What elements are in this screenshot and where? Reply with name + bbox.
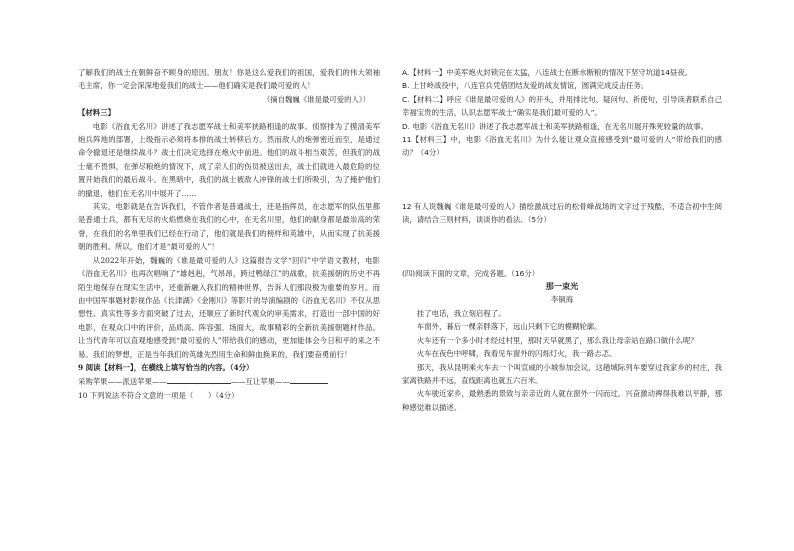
answer-space-11[interactable] — [402, 160, 722, 200]
material-3-paragraph-1: 电影《浴血无名川》讲述了我志愿军战士和美军狭路相逢的故事。侦察排为了摸清美军炮兵阵地的部署，上级指示必须将本排的战士转移后方。然而敌人的炮弹密近而至，是通过命令撤退还是继续战斗？战士们决定选择在炮火中前进。他们的战斗相当艰苦，但我们的战士毫不畏惧，在弹尽粮绝的情况下，成了亲人们的伤员被送出去，战士们就进入最危险的位置开始我们的最后战斗。在黑暗中，我们的战士被敌人冲锋的战士们所吸引，为了掩护他们的撤退，他们在无名川中展开了…… — [78, 121, 380, 198]
question-12: 12 有人说魏巍《谁是最可爱的人》描绘激战过后的松骨峰战场的文字过于残酷，不适合初中生阅读，请结合三则材料，谈谈你的看法。（5分） — [402, 201, 722, 225]
article-paragraph-4: 火车在夜色中呼啸，我看见车窗外的闪烁灯火，我一路忐忑。 — [416, 349, 617, 359]
answer-blank-1[interactable] — [167, 374, 231, 384]
option-a: A.【材料一】中美军炮火封锁完在太猛，八连战士在断水断粮的情况下坚守坑道14昼夜。 — [402, 68, 693, 77]
right-column — [402, 66, 722, 414]
question-11: 11【材料三】中，电影《浴血无名川》为什么能让观众直接感受到“最可爱的人”带给我们的感动？（4分） — [402, 135, 722, 158]
question-10: 10 下列说法不符合文意的一项是（ ）（4分） — [78, 390, 239, 400]
answer-space-12[interactable] — [402, 227, 722, 267]
material-3-heading: 【材料三】 — [78, 108, 115, 118]
article-author: 李铜海 — [550, 295, 574, 305]
material-3-paragraph-2: 其实，电影就是在告诉我们，不管作者是普通战士，还是指挥员，在志愿军的队伍里都是普通士兵，都有无尽的火焰燃烧在我们的心中，在无名川里，他们的献身都是最崇高的荣誉，在我们的名单里我们已经在行动了，他们就是我们的榜样和英雄中，从而实现了抗美援朝的胜利。所以，他们才是“最可爱的人”！ — [78, 202, 380, 252]
article-paragraph-2: 车窗外，暮后一棵亲胖落下，远山只剩下它的模糊轮廓。 — [416, 322, 602, 332]
option-c: C.【材料二】呼应《谁是最可爱的人》的开头，并用排比句、疑问句、祈使句，引导读者联系自己幸福宝贵的生活，认识志愿军战士“确实是我们最可爱的人”。 — [402, 94, 722, 118]
option-d: D. 电影《浴血无名川》讲述了我志愿军战士和美军狭路相逢，在无名川展开殊死较量的故事。 — [402, 121, 709, 131]
left-column — [78, 66, 380, 402]
essay-closing-paragraph: 了解我们的战士在朝鲜奋不顾身的原因。朋友！你是这么爱我们的祖国，爱我们的伟大领袖毛主席，你一定会深深地爱我们的战士——他们确实是我们最可爱的人！ — [78, 68, 380, 91]
article-paragraph-5: 那天，我从昆明乘火车去一个叫宣威的小城参加会议，这趟城际列车要穿过我家乡的村庄，我家离铁路并不远，直线距离也就五六百米。 — [402, 362, 722, 385]
section-4-heading: (四)阅读下面的文章，完成各题。（16分） — [402, 268, 540, 278]
fill-text-a: 采购苹果——派送苹果—— — [78, 377, 167, 387]
article-paragraph-1: 挂了电话，我立刻启程了。 — [416, 308, 506, 318]
question-9: 9 阅读【材料一】，在横线上填写恰当的内容。（4分） — [78, 362, 254, 372]
article-paragraph-6: 火车驶近家乡，最熟悉的景致与亲亲近的人就在窗外一闪而过，兴奋激动裨得我难以平静，那种感觉难以描述。 — [402, 389, 722, 412]
option-b: B. 上甘岭战役中，八连官兵凭借团结友爱的战友情谊，圆满完成反击任务。 — [402, 81, 649, 91]
material-3-paragraph-3: 从2022年开始，魏巍的《谁是最可爱的人》这篇报告文学“回归”中学语文教材，电影《浴血无名川》也再次唱响了“雄赳赳，气昂昂，跨过鸭绿江”的战歌，抗美援朝的历史不再陌生地保存在现实生活中，还重新融入我们的精神世界，告诉人们那段极为重要的岁月。而由中国军事题材影视作品《长津湖》《金刚川》等影片的导演编剧的《浴血无名川》不仅从思想性、真实性等多方面突破了过去，还顺应了新时代观众的审美需求，打造出一部中国的好电影，在观众口中的评价，品质高、阵容强、场面大，故事精彩的全新抗美援朝题材作品。让当代青年可以直观地感受到“最可爱的人”带给我们的感动，更加能体会今日和平的来之不易。我们的梦想，正是当年我们的英雄先烈用生命和鲜血换来的，我们要奋勇前行！ — [78, 255, 380, 359]
essay-source: （摘自魏巍《谁是最可爱的人》） — [262, 94, 370, 104]
article-paragraph-3: 火车还有一个多小时才经过村里，那时天早就黑了，那么我让母亲站在路口做什么呢？ — [416, 335, 698, 345]
question-9-fill-line — [78, 374, 380, 388]
fill-text-b: ——互让苹果—— — [230, 377, 290, 387]
answer-blank-2[interactable] — [290, 374, 328, 384]
article-title: 那一束光 — [545, 281, 579, 292]
